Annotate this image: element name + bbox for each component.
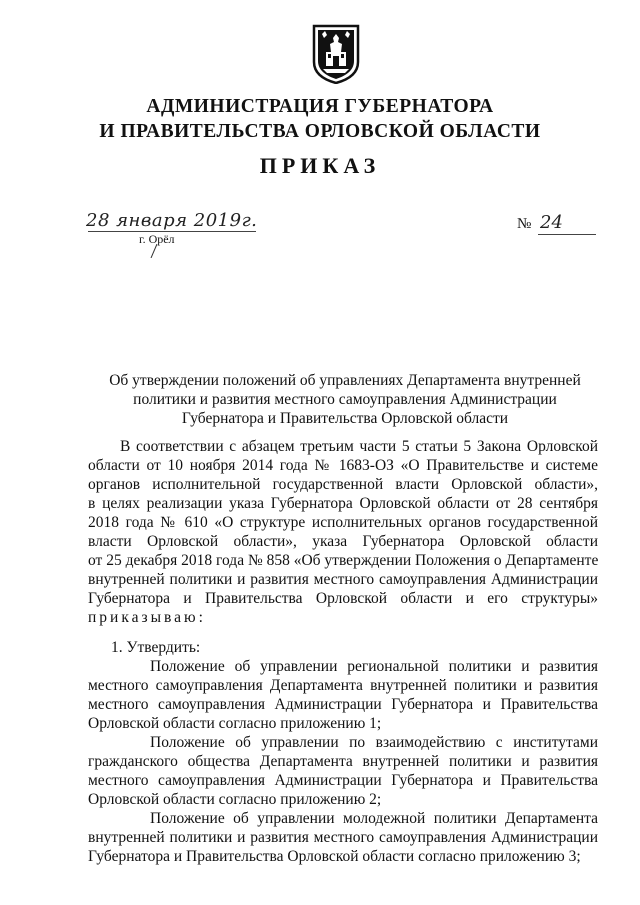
preamble-line: в целях реализации указа Губернатора Орловской области от 28 сентября [88, 495, 598, 512]
item-1-label: 1. Утвердить: [111, 639, 201, 656]
pen-mark [147, 244, 161, 258]
coat-of-arms-emblem [311, 22, 361, 84]
preamble-line: области от 10 ноября 2014 года № 1683-ОЗ «О Правительстве и системе [88, 457, 598, 474]
preamble-line: В соответствии с абзацем третьим части 5 статьи 5 Закона Орловской [120, 438, 598, 455]
position-1-line: местного самоуправления Администрации Губернатора и Правительства [88, 696, 598, 713]
position-2-line: Положение об управлении по взаимодействию с институтами [150, 734, 598, 751]
position-3-line: внутренней политики и развития местного самоуправления Администрации [88, 829, 598, 846]
preamble-line: власти Орловской области», указа Губернатора Орловской области [88, 533, 598, 550]
position-3-line: Положение об управлении молодежной политики Департамента [150, 810, 598, 827]
org-name-line1: АДМИНИСТРАЦИЯ ГУБЕРНАТОРА [146, 96, 494, 117]
number-label: № [517, 216, 532, 232]
position-3-line: Губернатора и Правительства Орловской области согласно приложению 3; [88, 848, 581, 865]
city-label: г. Орёл [139, 232, 175, 246]
position-2-line: гражданского общества Департамента внутренней политики и развития [88, 753, 598, 770]
subject-line: Губернатора и Правительства Орловской области [181, 410, 509, 427]
preamble-line: от 25 декабря 2018 года № 858 «Об утверждении Положения о Департаменте [88, 552, 599, 569]
org-name-line2: И ПРАВИТЕЛЬСТВА ОРЛОВСКОЙ ОБЛАСТИ [99, 121, 541, 142]
document-subject [90, 371, 600, 428]
position-1-line: местного самоуправления Департамента внутренней политики и развития [88, 677, 598, 694]
preamble-line: Губернатора и Правительства Орловской области и его структуры» [88, 590, 598, 607]
document-type-title: ПРИКАЗ [259, 153, 381, 178]
handwritten-number: 24 [540, 212, 563, 233]
position-2-line: местного самоуправления Администрации Губернатора и Правительства [88, 772, 598, 789]
subject-line: политики и развития местного самоуправления Администрации [133, 391, 557, 408]
preamble-line: 2018 года № 610 «О структуре исполнительных органов государственной [88, 514, 598, 531]
position-1-line: Положение об управлении региональной политики и развития [150, 658, 598, 675]
position-1-line: Орловской области согласно приложению 1; [88, 715, 382, 732]
preamble-line: внутренней политики и развития местного самоуправления Администрации [88, 571, 598, 588]
subject-line: Об утверждении положений об управлениях Департамента внутренней [109, 372, 581, 389]
handwritten-date: 28 января 2019г. [86, 210, 258, 231]
order-verb: приказываю: [88, 609, 206, 626]
position-2-line: Орловской области согласно приложению 2; [88, 791, 382, 808]
number-underline [538, 234, 596, 235]
preamble-line: органов исполнительной государственной власти Орловской области», [88, 476, 598, 493]
